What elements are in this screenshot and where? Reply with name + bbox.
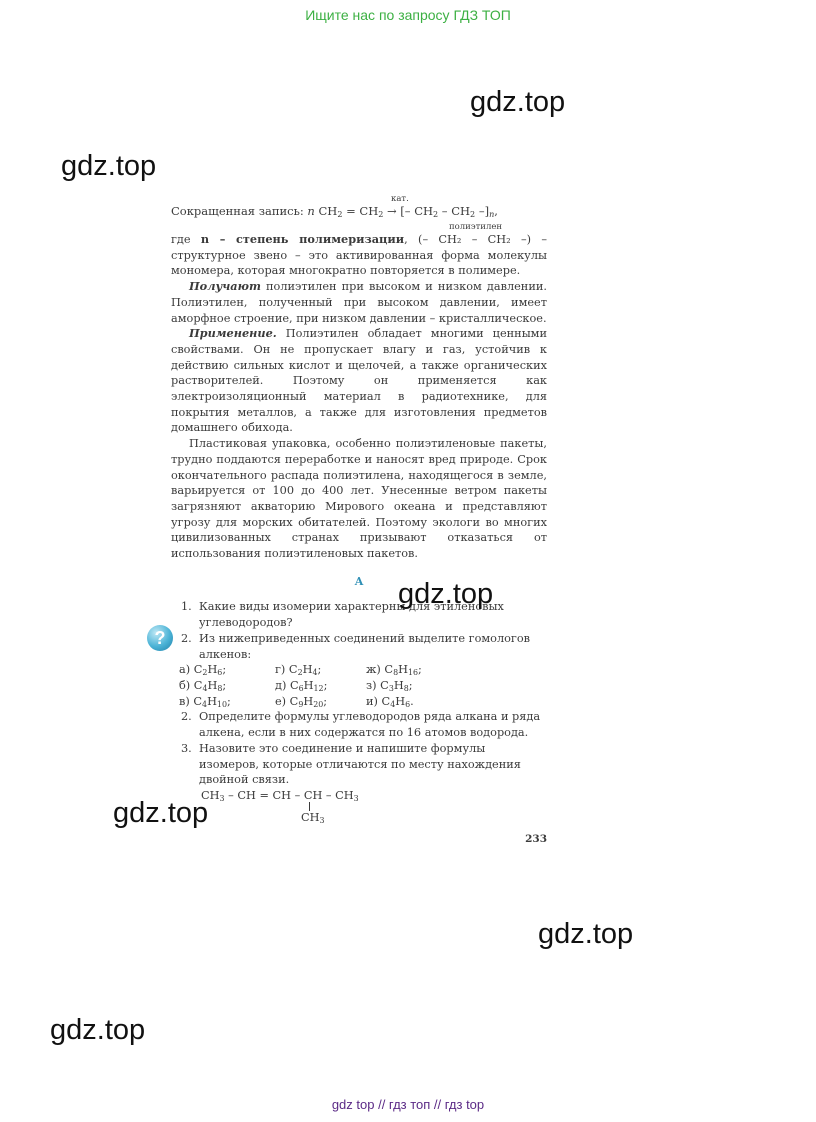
question-2: 2. Из нижеприведенных соединений выделите гомологов алкенов: [181,631,531,661]
compound-options [171,662,547,709]
polymerization-formula [171,190,547,232]
textbook-page [171,190,547,848]
paragraph-application: Применение. Полиэтилен обладает многими ценными свойствами. Он не пропускает влагу и газ, устойчив к действию сильных кислот и щелочей, а также органических растворителей. Поэтому он применяется как электроизоляционный материал в радиотехнике, для покрытия металлов, а также для изготовления предметов домашнего обихода. [171,326,547,435]
option-a: а) $C_2H_6$; [179,663,227,678]
structural-formula: $CH_3$ – CH = CH – CH – $CH_3$ $CH_3$ [201,788,359,825]
option-d: д) $C_6H_{12}$; [275,678,328,693]
bottom-links[interactable]: gdz top // гдз топ // гдз top [331,1097,485,1112]
lead-application: Применение. [189,326,277,341]
question-4: 3. Назовите это соединение и напишите формулы изомеров, которые отличаются по месту нахождения двойной связи. [181,741,521,787]
option-z: з) $C_3H_8$; [366,678,413,693]
question-1: 1. Какие виды изомерии характерны для этиленовых углеводородов? [181,600,504,630]
option-g: г) $C_2H_4$; [275,663,322,678]
question-icon: ? [147,625,173,651]
catalyst-label: кат. [391,194,409,204]
question-3: 2. Определите формулы углеводородов ряда алкана и ряда алкена, если в них содержатся по 16 атомов водорода. [181,710,541,740]
watermark: gdz.top [470,86,566,118]
paragraph-production: Получают полиэтилен при высоком и низком давлении. Полиэтилен, полученный при высоком давлении, имеет аморфное строение, при низком давлении – кристаллическое. [171,279,547,325]
option-e: е) $C_9H_{20}$; [275,694,328,709]
formula-label: Сокращенная запись: [171,204,304,218]
option-zh: ж) $C_8H_{16}$; [366,663,422,678]
paragraph-degree: где n – степень полимеризации, (– CH₂ – CH₂ –) – структурное звено – это активированная форма молекулы мономера, которая многократно повторяется в полимере. [171,232,547,278]
option-b: б) $C_4H_8$; [179,678,227,693]
formula-line: Сокращенная запись: n $CH_2 = CH_2$ → [– $CH_2 - CH_2$ $-]_n$, [171,204,498,219]
watermark: gdz.top [398,578,494,610]
watermark: gdz.top [61,150,157,182]
lead-production: Получают [189,279,261,294]
option-i: и) $C_4H_6$. [366,694,414,709]
top-banner[interactable]: Ищите нас по запросу ГДЗ ТОП [305,7,511,23]
term-degree: n – степень полимеризации [200,232,405,246]
watermark: gdz.top [50,1014,146,1046]
watermark: gdz.top [113,797,209,829]
watermark: gdz.top [538,918,634,950]
paragraph-packaging: Пластиковая упаковка, особенно полиэтиленовые пакеты, трудно поддаются переработке и наносят вред природе. Срок окончательного распада полиэтилена, находящегося в земле, варьируется от 100 до 400 лет. Унесенные ветром пакеты загрязняют акваторию Мирового океана и представляют угрозу для морских обитателей. Поэтому экологи во многих цивилизованных странах призывают отказаться от использования полиэтиленовых пакетов. [171,437,547,561]
product-label: полиэтилен [449,222,503,232]
section-label: A [354,574,364,588]
option-v: в) $C_4H_{10}$; [179,694,231,709]
page-number: 233 [525,832,547,845]
